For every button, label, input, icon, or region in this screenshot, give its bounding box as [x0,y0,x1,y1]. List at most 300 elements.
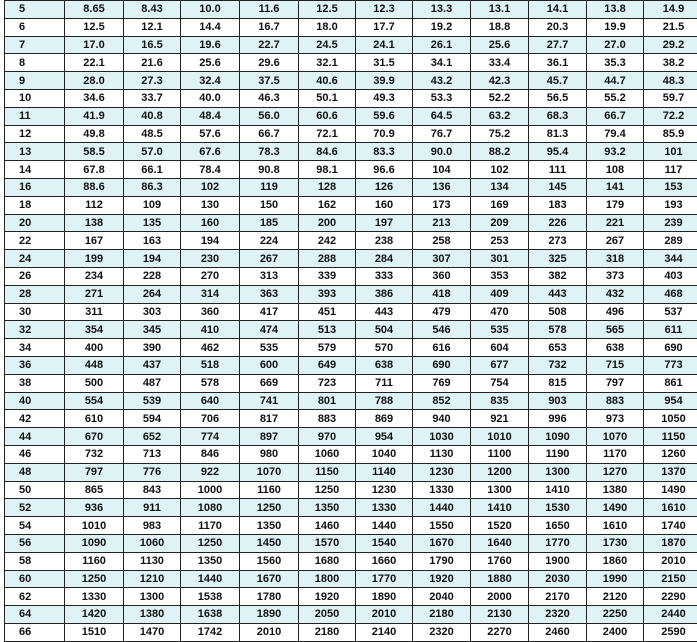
table-row [5,588,697,606]
table-cell: 1260 [644,445,697,463]
table-cell: 1470 [124,623,181,641]
table-cell: 373 [587,267,644,285]
table-row [5,250,697,268]
row-header-cell: 64 [5,606,65,624]
table-cell: 1330 [413,481,471,499]
table-cell: 417 [240,303,299,321]
table-cell: 1350 [299,499,356,517]
table-cell: 653 [529,339,587,357]
table-cell: 333 [356,267,413,285]
table-row [5,285,697,303]
table-cell: 2050 [299,606,356,624]
table-cell: 817 [240,410,299,428]
table-cell: 1450 [240,534,299,552]
data-table-container [4,0,693,642]
table-cell: 102 [181,178,240,196]
table-cell: 26.1 [413,36,471,54]
table-cell: 1510 [65,623,124,641]
table-cell: 1880 [471,570,529,588]
table-cell: 234 [65,267,124,285]
table-cell: 267 [587,232,644,250]
table-cell: 1730 [587,534,644,552]
table-cell: 360 [413,267,471,285]
table-cell: 14.4 [181,18,240,36]
table-cell: 12.5 [299,1,356,19]
table-cell: 79.4 [587,125,644,143]
table-cell: 55.2 [587,89,644,107]
table-cell: 37.5 [240,72,299,90]
table-cell: 2130 [471,606,529,624]
table-cell: 2030 [529,570,587,588]
table-cell: 76.7 [413,125,471,143]
table-cell: 345 [124,321,181,339]
table-cell: 1230 [413,463,471,481]
table-cell: 27.7 [529,36,587,54]
table-cell: 8.65 [65,1,124,19]
table-cell: 669 [240,374,299,392]
table-cell: 88.6 [65,178,124,196]
table-cell: 390 [124,339,181,357]
table-cell: 711 [356,374,413,392]
table-cell: 209 [471,214,529,232]
table-cell: 49.8 [65,125,124,143]
table-cell: 163 [124,232,181,250]
row-header-cell: 20 [5,214,65,232]
table-cell: 112 [65,196,124,214]
table-cell: 865 [65,481,124,499]
table-cell: 723 [299,374,356,392]
table-cell: 48.4 [181,107,240,125]
table-cell: 78.4 [181,161,240,179]
table-cell: 638 [356,356,413,374]
table-cell: 28.0 [65,72,124,90]
table-cell: 109 [124,196,181,214]
table-cell: 774 [181,428,240,446]
table-cell: 67.6 [181,143,240,161]
table-cell: 90.0 [413,143,471,161]
row-header-cell: 11 [5,107,65,125]
table-cell: 253 [471,232,529,250]
table-cell: 1610 [587,517,644,535]
table-cell: 732 [65,445,124,463]
table-cell: 1230 [356,481,413,499]
table-cell: 2400 [587,623,644,641]
table-cell: 1150 [299,463,356,481]
row-header-cell: 6 [5,18,65,36]
table-cell: 443 [356,303,413,321]
table-cell: 66.1 [124,161,181,179]
table-cell: 134 [471,178,529,196]
row-header-cell: 5 [5,1,65,19]
table-cell: 1460 [299,517,356,535]
table-cell: 25.6 [471,36,529,54]
table-cell: 228 [124,267,181,285]
table-cell: 353 [471,267,529,285]
table-cell: 936 [65,499,124,517]
table-cell: 360 [181,303,240,321]
table-cell: 1440 [356,517,413,535]
table-cell: 996 [529,410,587,428]
table-row [5,534,697,552]
table-cell: 861 [644,374,697,392]
table-cell: 474 [240,321,299,339]
table-row [5,36,697,54]
table-cell: 1380 [124,606,181,624]
table-cell: 500 [65,374,124,392]
table-cell: 1300 [471,481,529,499]
table-cell: 289 [644,232,697,250]
table-cell: 160 [356,196,413,214]
table-cell: 1670 [413,534,471,552]
table-cell: 84.6 [299,143,356,161]
table-cell: 57.6 [181,125,240,143]
table-cell: 66.7 [240,125,299,143]
table-cell: 451 [299,303,356,321]
table-cell: 284 [356,250,413,268]
table-cell: 1060 [124,534,181,552]
table-cell: 835 [471,392,529,410]
table-row [5,107,697,125]
table-cell: 797 [65,463,124,481]
table-cell: 354 [65,321,124,339]
row-header-cell: 40 [5,392,65,410]
table-cell: 173 [413,196,471,214]
table-cell: 2180 [413,606,471,624]
table-row [5,143,697,161]
table-cell: 194 [124,250,181,268]
table-cell: 570 [356,339,413,357]
table-cell: 554 [65,392,124,410]
table-cell: 432 [587,285,644,303]
table-cell: 713 [124,445,181,463]
table-cell: 193 [644,196,697,214]
table-cell: 32.4 [181,72,240,90]
table-cell: 48.5 [124,125,181,143]
table-cell: 1250 [299,481,356,499]
table-cell: 403 [644,267,697,285]
table-cell: 68.3 [529,107,587,125]
table-row [5,517,697,535]
table-cell: 468 [644,285,697,303]
table-cell: 1190 [529,445,587,463]
table-cell: 1210 [124,570,181,588]
table-cell: 1640 [471,534,529,552]
table-cell: 83.3 [356,143,413,161]
table-cell: 649 [299,356,356,374]
table-cell: 2320 [413,623,471,641]
table-cell: 169 [471,196,529,214]
table-cell: 31.5 [356,54,413,72]
table-cell: 1130 [124,552,181,570]
row-header-cell: 46 [5,445,65,463]
row-header-cell: 12 [5,125,65,143]
table-cell: 537 [644,303,697,321]
table-row [5,161,697,179]
table-cell: 418 [413,285,471,303]
table-cell: 2170 [529,588,587,606]
table-cell: 95.4 [529,143,587,161]
table-cell: 410 [181,321,240,339]
table-cell: 1560 [240,552,299,570]
table-cell: 869 [356,410,413,428]
table-cell: 238 [356,232,413,250]
row-header-cell: 60 [5,570,65,588]
row-header-cell: 28 [5,285,65,303]
table-cell: 288 [299,250,356,268]
table-cell: 13.3 [413,1,471,19]
table-cell: 40.8 [124,107,181,125]
table-cell: 1370 [644,463,697,481]
table-cell: 104 [413,161,471,179]
table-cell: 60.6 [299,107,356,125]
table-cell: 1250 [240,499,299,517]
row-header-cell: 14 [5,161,65,179]
table-cell: 400 [65,339,124,357]
table-row [5,54,697,72]
table-cell: 1770 [529,534,587,552]
table-cell: 39.9 [356,72,413,90]
table-cell: 1170 [587,445,644,463]
table-cell: 339 [299,267,356,285]
data-table [4,0,697,642]
table-cell: 1410 [471,499,529,517]
table-row [5,196,697,214]
table-cell: 224 [240,232,299,250]
table-cell: 98.1 [299,161,356,179]
table-cell: 409 [471,285,529,303]
table-row [5,552,697,570]
table-cell: 230 [181,250,240,268]
table-row [5,89,697,107]
table-cell: 56.5 [529,89,587,107]
row-header-cell: 9 [5,72,65,90]
table-cell: 40.0 [181,89,240,107]
table-cell: 741 [240,392,299,410]
table-cell: 578 [181,374,240,392]
row-header-cell: 56 [5,534,65,552]
table-cell: 852 [413,392,471,410]
table-cell: 22.7 [240,36,299,54]
table-cell: 2010 [240,623,299,641]
table-cell: 29.6 [240,54,299,72]
table-cell: 12.5 [65,18,124,36]
table-cell: 1330 [356,499,413,517]
table-cell: 1380 [587,481,644,499]
table-cell: 136 [413,178,471,196]
table-cell: 239 [644,214,697,232]
table-cell: 197 [356,214,413,232]
table-cell: 1300 [529,463,587,481]
table-cell: 773 [644,356,697,374]
table-cell: 10.0 [181,1,240,19]
table-cell: 801 [299,392,356,410]
table-cell: 325 [529,250,587,268]
table-cell: 167 [65,232,124,250]
table-cell: 1920 [413,570,471,588]
table-cell: 25.6 [181,54,240,72]
table-cell: 111 [529,161,587,179]
table-cell: 1780 [240,588,299,606]
table-cell: 19.6 [181,36,240,54]
table-cell: 616 [413,339,471,357]
table-cell: 70.9 [356,125,413,143]
table-row [5,125,697,143]
table-row [5,570,697,588]
table-cell: 1890 [356,588,413,606]
table-cell: 1638 [181,606,240,624]
table-cell: 66.7 [587,107,644,125]
table-cell: 19.9 [587,18,644,36]
table-cell: 271 [65,285,124,303]
table-cell: 200 [299,214,356,232]
table-cell: 652 [124,428,181,446]
table-cell: 93.2 [587,143,644,161]
table-cell: 44.7 [587,72,644,90]
table-cell: 2180 [299,623,356,641]
table-cell: 185 [240,214,299,232]
table-cell: 42.3 [471,72,529,90]
table-cell: 1200 [471,463,529,481]
table-cell: 27.0 [587,36,644,54]
table-cell: 883 [299,410,356,428]
table-cell: 12.1 [124,18,181,36]
table-cell: 34.6 [65,89,124,107]
table-cell: 14.9 [644,1,697,19]
table-cell: 1300 [124,588,181,606]
table-cell: 2250 [587,606,644,624]
table-cell: 437 [124,356,181,374]
table-cell: 59.7 [644,89,697,107]
row-header-cell: 62 [5,588,65,606]
table-cell: 1790 [413,552,471,570]
table-cell: 45.7 [529,72,587,90]
table-row [5,392,697,410]
table-cell: 33.4 [471,54,529,72]
table-row [5,410,697,428]
table-cell: 610 [65,410,124,428]
table-cell: 1440 [413,499,471,517]
table-row [5,18,697,36]
table-cell: 17.7 [356,18,413,36]
table-cell: 88.2 [471,143,529,161]
row-header-cell: 66 [5,623,65,641]
table-cell: 29.2 [644,36,697,54]
table-cell: 1540 [356,534,413,552]
table-cell: 1270 [587,463,644,481]
table-cell: 690 [644,339,697,357]
table-cell: 117 [644,161,697,179]
table-cell: 1010 [471,428,529,446]
table-cell: 1860 [587,552,644,570]
table-cell: 1770 [356,570,413,588]
table-cell: 1670 [240,570,299,588]
table-cell: 213 [413,214,471,232]
table-cell: 150 [240,196,299,214]
table-cell: 983 [124,517,181,535]
row-header-cell: 34 [5,339,65,357]
table-cell: 1410 [529,481,587,499]
table-cell: 970 [299,428,356,446]
table-cell: 2140 [356,623,413,641]
table-cell: 11.6 [240,1,299,19]
table-cell: 179 [587,196,644,214]
row-header-cell: 24 [5,250,65,268]
table-cell: 776 [124,463,181,481]
table-cell: 72.2 [644,107,697,125]
table-cell: 22.1 [65,54,124,72]
table-cell: 58.5 [65,143,124,161]
table-cell: 301 [471,250,529,268]
table-cell: 638 [587,339,644,357]
table-cell: 578 [529,321,587,339]
table-cell: 386 [356,285,413,303]
row-header-cell: 42 [5,410,65,428]
table-cell: 153 [644,178,697,196]
table-cell: 1900 [529,552,587,570]
table-cell: 81.3 [529,125,587,143]
table-cell: 1030 [413,428,471,446]
table-cell: 41.9 [65,107,124,125]
row-header-cell: 44 [5,428,65,446]
table-cell: 903 [529,392,587,410]
table-cell: 20.3 [529,18,587,36]
table-cell: 38.2 [644,54,697,72]
table-cell: 34.1 [413,54,471,72]
table-cell: 56.0 [240,107,299,125]
table-cell: 815 [529,374,587,392]
table-cell: 1050 [644,410,697,428]
table-cell: 1440 [181,570,240,588]
table-cell: 594 [124,410,181,428]
table-cell: 1920 [299,588,356,606]
row-header-cell: 26 [5,267,65,285]
table-cell: 1040 [356,445,413,463]
table-cell: 86.3 [124,178,181,196]
table-cell: 18.8 [471,18,529,36]
table-cell: 1350 [181,552,240,570]
table-cell: 78.3 [240,143,299,161]
table-cell: 1000 [181,481,240,499]
table-cell: 318 [587,250,644,268]
table-cell: 846 [181,445,240,463]
table-cell: 267 [240,250,299,268]
row-header-cell: 7 [5,36,65,54]
table-cell: 487 [124,374,181,392]
table-cell: 43.2 [413,72,471,90]
table-cell: 183 [529,196,587,214]
table-cell: 273 [529,232,587,250]
table-cell: 600 [240,356,299,374]
table-cell: 1080 [181,499,240,517]
table-row [5,374,697,392]
table-cell: 921 [471,410,529,428]
table-cell: 518 [181,356,240,374]
table-row [5,606,697,624]
table-cell: 1060 [299,445,356,463]
table-cell: 1160 [240,481,299,499]
table-cell: 2590 [644,623,697,641]
table-cell: 1760 [471,552,529,570]
table-cell: 313 [240,267,299,285]
table-cell: 314 [181,285,240,303]
table-cell: 393 [299,285,356,303]
table-cell: 48.3 [644,72,697,90]
table-cell: 59.6 [356,107,413,125]
table-cell: 63.2 [471,107,529,125]
table-cell: 1660 [356,552,413,570]
row-header-cell: 30 [5,303,65,321]
table-cell: 24.5 [299,36,356,54]
